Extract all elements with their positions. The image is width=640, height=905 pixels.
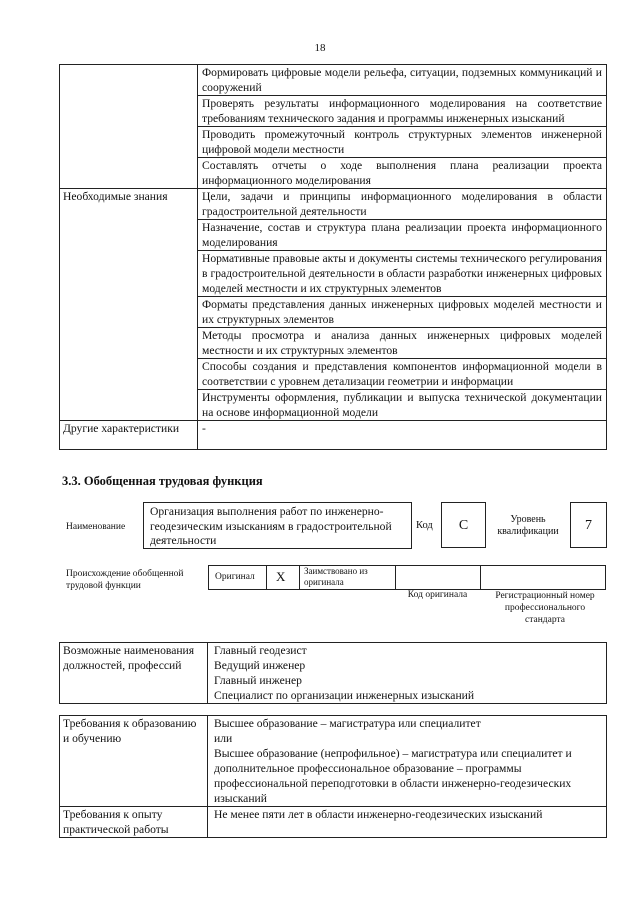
reg-number-label: Регистрационный номер профессионального стандарта: [495, 591, 595, 625]
list-item: Ведущий инженер: [214, 659, 306, 672]
code-original-label: Код оригинала: [407, 590, 468, 600]
text-line: Высшее образование – магистратура или специалитет: [214, 717, 481, 730]
table-cell: Формировать цифровые модели рельефа, ситуации, подземных коммуникаций и сооружений: [198, 65, 607, 96]
requirements-table: [59, 715, 607, 838]
table-cell: Проводить промежуточный контроль структурных элементов инженерной цифровой модели местности: [198, 127, 607, 158]
positions-table: [59, 642, 607, 704]
code-value-box: C: [441, 502, 486, 548]
experience-value: [208, 807, 607, 838]
divider: [480, 565, 481, 590]
row-label-other: Другие характеристики: [60, 421, 198, 450]
positions-list: [208, 643, 607, 704]
name-label: Наименование: [66, 522, 126, 532]
row-label: [60, 65, 198, 189]
section-title: 3.3. Обобщенная трудовая функция: [62, 474, 263, 488]
divider: [395, 565, 396, 590]
list-item: Специалист по организации инженерных изысканий: [214, 689, 475, 702]
table-row: [60, 189, 607, 220]
table-cell: -: [198, 421, 607, 450]
text-line: или: [214, 732, 233, 745]
list-item: Главный геодезист: [214, 644, 307, 657]
original-label: Оригинал: [215, 572, 255, 582]
list-item: Главный инженер: [214, 674, 302, 687]
divider: [299, 565, 300, 590]
table-cell: Составлять отчеты о ходе выполнения плана реализации проекта информационного моделирования: [198, 158, 607, 189]
table-cell: Назначение, состав и структура плана реализации проекта информационного моделирования: [198, 220, 607, 251]
text-line: Не менее пяти лет в области инженерно-геодезических изысканий: [214, 808, 543, 821]
education-label: Требования к образованию и обучению: [60, 716, 208, 807]
table-row: [60, 643, 607, 704]
table-row: [60, 716, 607, 807]
level-label: Уровень квалификации: [497, 514, 559, 537]
function-name-box: Организация выполнения работ по инженерно-геодезическим изысканиям в градостроительной деятельности: [143, 502, 412, 549]
level-value-box: 7: [570, 502, 607, 548]
table-cell: Проверять результаты информационного моделирования на соответствие требованиям технического задания и программы инженерных изысканий: [198, 96, 607, 127]
positions-label: Возможные наименования должностей, профессий: [60, 643, 208, 704]
table-cell: Форматы представления данных инженерных цифровых моделей местности и их структурных элементов: [198, 297, 607, 328]
origin-table: [208, 565, 606, 590]
table-row: [60, 65, 607, 96]
divider: [266, 565, 267, 590]
text-line: Высшее образование (непрофильное) – магистратура или специалитет и дополнительное профессиональное образование – программы профессиональной переподготовки в области инженерно-геодезических изысканий: [214, 747, 572, 805]
table-cell: Цели, задачи и принципы информационного моделирования в области градостроительной деятельности: [198, 189, 607, 220]
row-label-knowledge: Необходимые знания: [60, 189, 198, 421]
code-label: Код: [416, 520, 433, 531]
skills-knowledge-table: [59, 64, 607, 450]
education-value: [208, 716, 607, 807]
original-mark: X: [276, 569, 286, 584]
page-number: 18: [314, 42, 326, 54]
table-cell: Способы создания и представления компонентов информационной модели в соответствии с уровнем детализации геометрии и информации: [198, 359, 607, 390]
experience-label: Требования к опыту практической работы: [60, 807, 208, 838]
table-cell: Нормативные правовые акты и документы системы технического регулирования в градостроительной деятельности в области разработки инженерных цифровых моделей местности и их структурных элементов: [198, 251, 607, 297]
table-cell: Методы просмотра и анализа данных инженерных цифровых моделей местности и их структурных элементов: [198, 328, 607, 359]
table-row: [60, 807, 607, 838]
table-cell: Инструменты оформления, публикации и выпуска технической документации на основе информационной модели: [198, 390, 607, 421]
origin-label: Происхождение обобщенной трудовой функции: [66, 569, 184, 591]
borrowed-label: Заимствовано из оригинала: [304, 566, 368, 587]
table-row: [60, 421, 607, 450]
